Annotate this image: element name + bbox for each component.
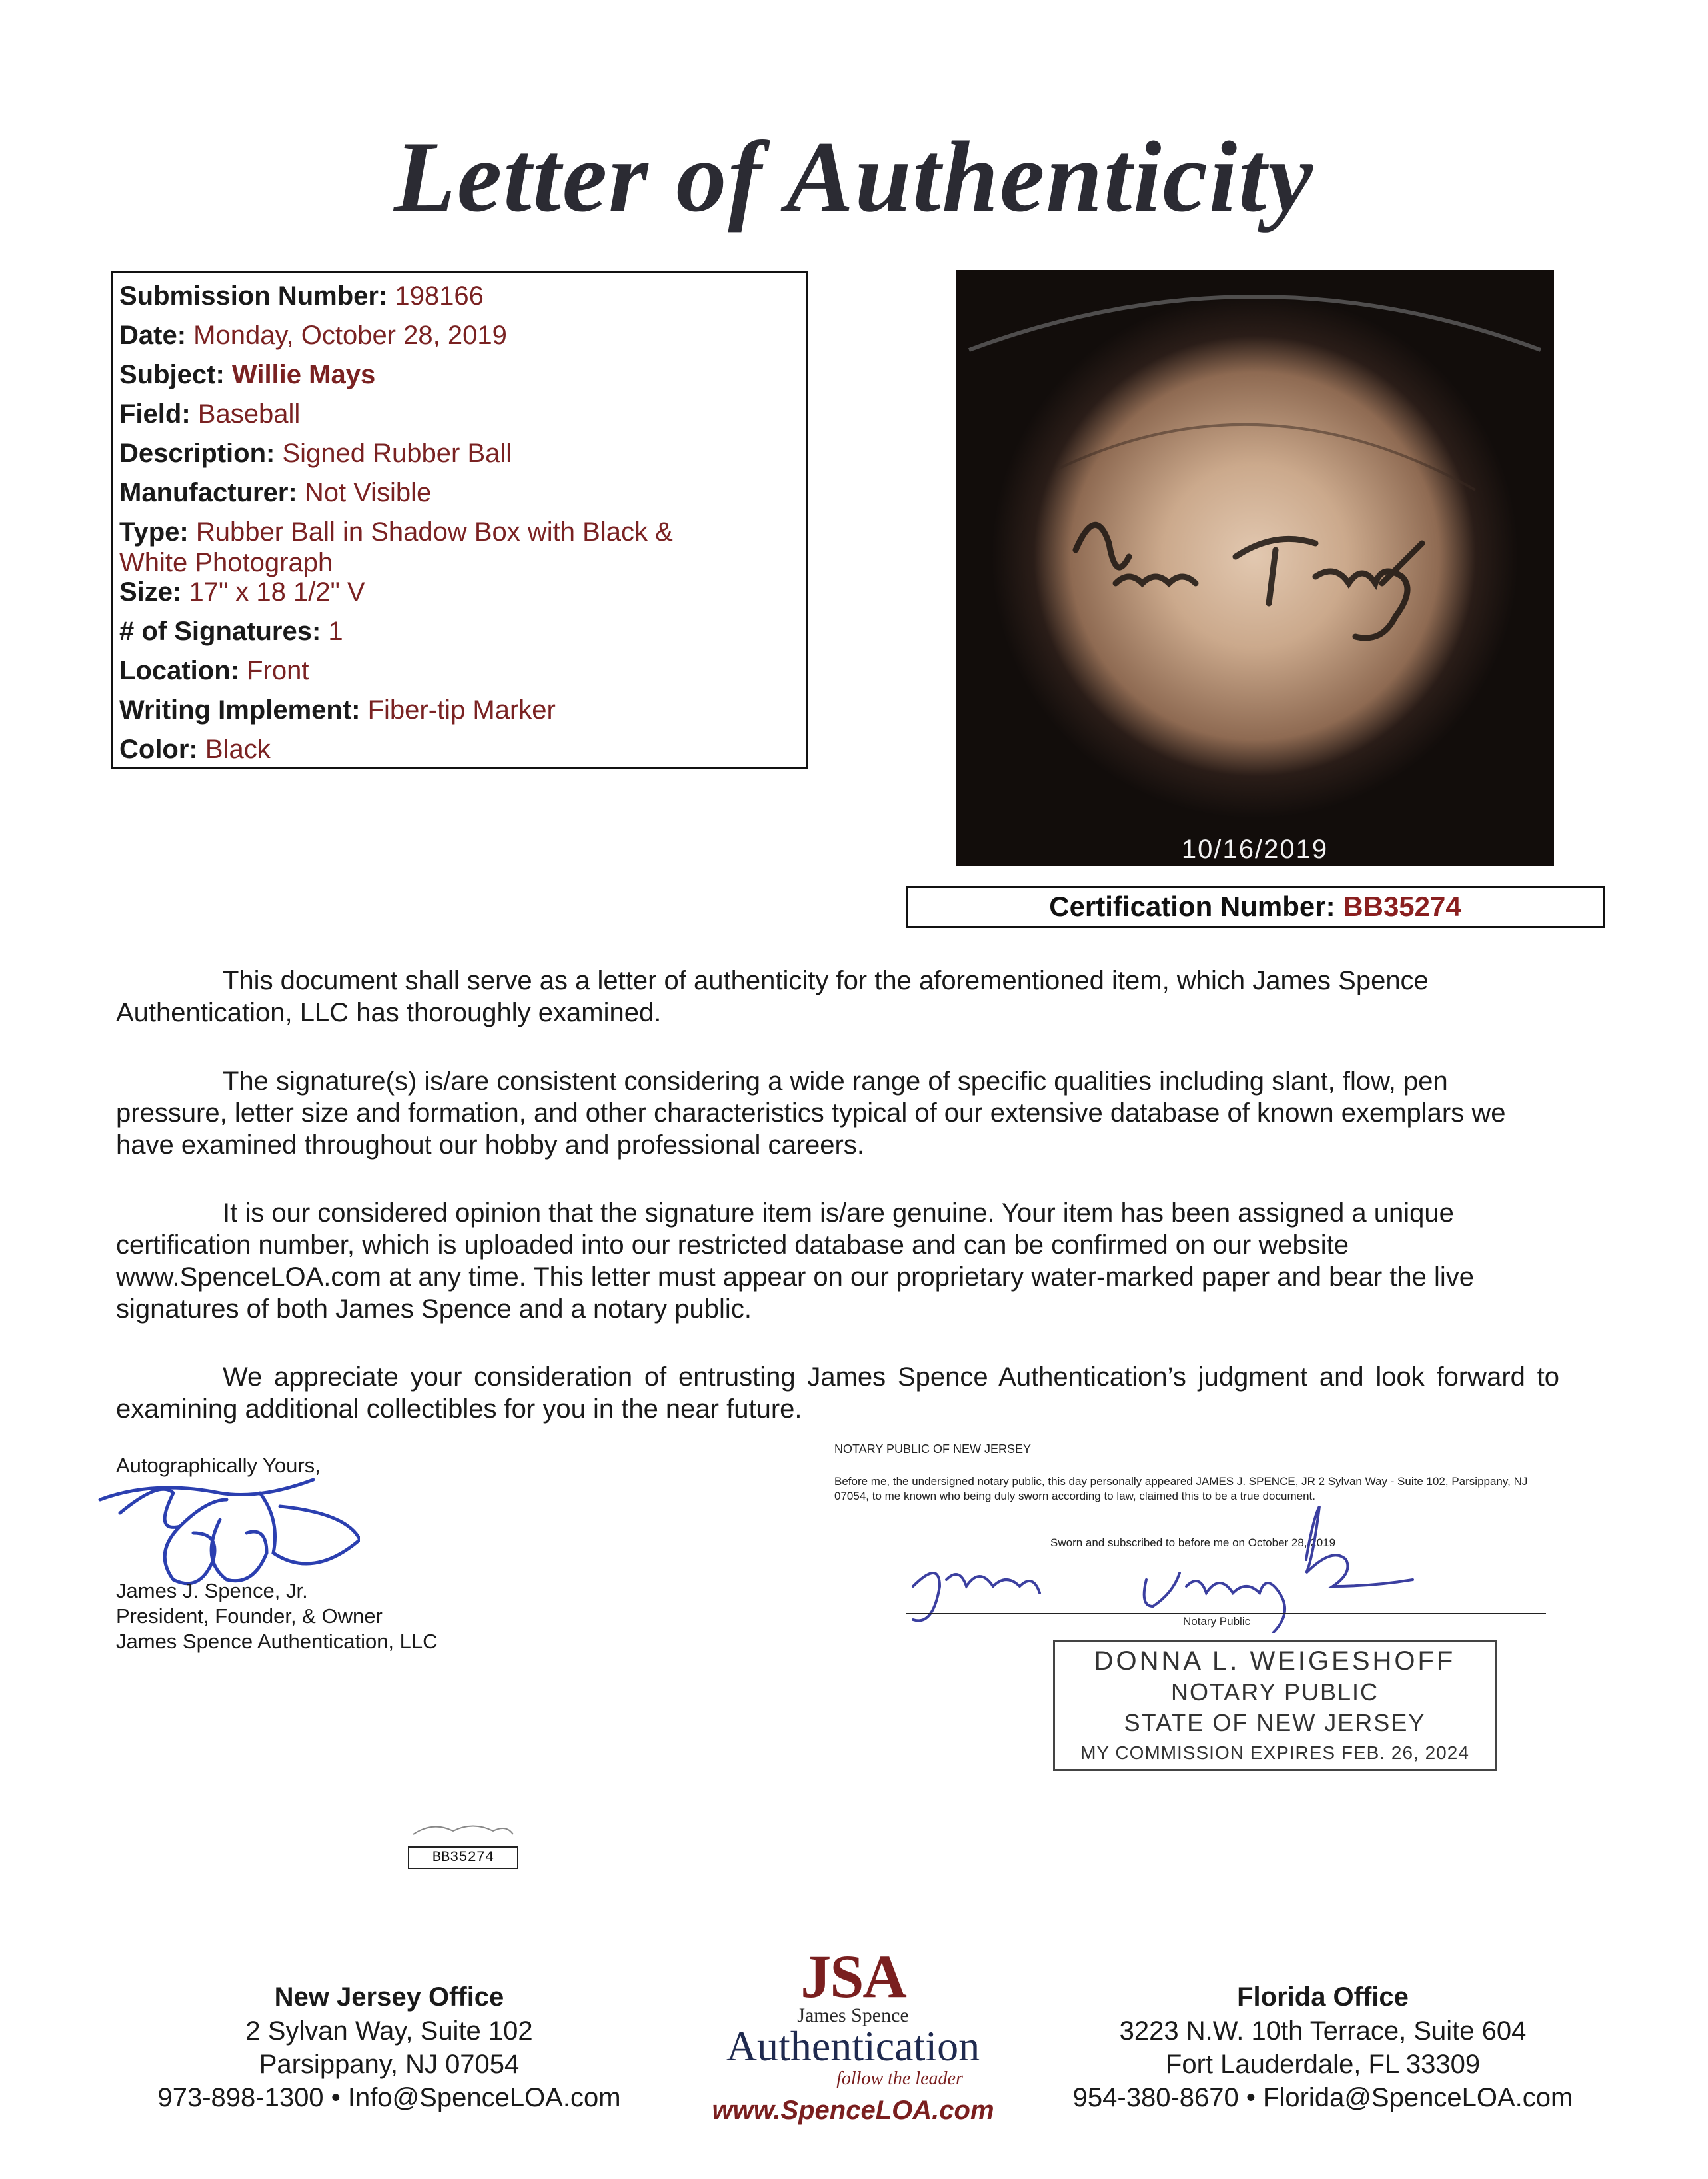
info-row-description	[119, 434, 799, 473]
logo-website: www.SpenceLOA.com	[712, 2096, 994, 2125]
info-row-field	[119, 395, 799, 434]
info-label: Submission Number:	[119, 281, 388, 311]
info-label: Manufacturer:	[119, 478, 297, 507]
signer-title: President, Founder, & Owner	[116, 1604, 383, 1628]
paragraph-opinion: It is our considered opinion that the signature item is/are genuine. Your item has been assigned a unique certification number, which is uploaded into our restricted database and can be confirmed on our website www.SpenceLOA.com at any time. This letter must appear on our proprietary water-marked paper and bear the live signatures of both James Spence and a notary public.	[116, 1198, 1475, 1324]
notary-sworn-date: Sworn and subscribed to before me on October 28, 2019	[1050, 1536, 1336, 1549]
info-label: Writing Implement:	[119, 695, 361, 725]
info-row-signatures	[119, 612, 799, 651]
certification-number-box	[906, 886, 1605, 928]
office-title: Florida Office	[1237, 1982, 1409, 2012]
info-label: Description:	[119, 439, 275, 468]
logo-tagline: follow the leader	[836, 2068, 963, 2089]
info-value: 1	[328, 617, 343, 646]
office-address-line1: 3223 N.W. 10th Terrace, Suite 604	[1119, 2016, 1527, 2046]
info-value: Black	[205, 735, 271, 764]
info-value: Willie Mays	[231, 360, 376, 389]
logo-authentication: Authentication	[726, 2022, 980, 2070]
info-label: # of Signatures:	[119, 617, 321, 646]
info-value: Baseball	[197, 399, 301, 429]
info-value: Rubber Ball in Shadow Box with Black & White Photograph	[119, 517, 673, 577]
notary-signature-line	[906, 1613, 1546, 1614]
bullet-icon: •	[331, 2083, 341, 2112]
info-label: Color:	[119, 735, 198, 764]
notary-commission: MY COMMISSION EXPIRES FEB. 26, 2024	[1080, 1742, 1469, 1763]
office-email: Info@SpenceLOA.com	[347, 2083, 621, 2112]
info-value: Fiber-tip Marker	[367, 695, 556, 725]
info-label: Type:	[119, 517, 189, 547]
signer-block	[116, 1578, 438, 1654]
info-value: Monday, October 28, 2019	[193, 321, 507, 350]
certification-number: BB35274	[1343, 891, 1461, 922]
notary-name: DONNA L. WEIGESHOFF	[1094, 1646, 1456, 1676]
info-row-location	[119, 651, 799, 691]
info-row-submission-number	[119, 277, 799, 316]
paragraph-appreciation: We appreciate your consideration of entrusting James Spence Authentication’s judgment and look forward to examining additional collectibles for you in the near future.	[116, 1362, 1559, 1424]
office-title: New Jersey Office	[274, 1982, 504, 2012]
info-value: Signed Rubber Ball	[282, 439, 512, 468]
info-row-size	[119, 573, 799, 612]
info-label: Date:	[119, 321, 187, 350]
small-signature-mark	[400, 1814, 526, 1846]
notary-heading: NOTARY PUBLIC OF NEW JERSEY	[834, 1442, 1032, 1456]
james-spence-signature	[93, 1473, 360, 1593]
info-label: Subject:	[119, 360, 225, 389]
signed-ball-image	[956, 270, 1554, 866]
info-row-color	[119, 730, 799, 769]
signer-name: James J. Spence, Jr.	[116, 1579, 308, 1602]
certification-label: Certification Number:	[1049, 891, 1335, 922]
item-photo	[956, 270, 1554, 866]
info-value: 17" x 18 1/2" V	[189, 577, 365, 607]
document-title: Letter of Authenticity	[394, 121, 1314, 233]
signer-company: James Spence Authentication, LLC	[116, 1630, 438, 1653]
office-address-line1: 2 Sylvan Way, Suite 102	[245, 2016, 533, 2046]
info-value: Front	[247, 656, 309, 685]
notary-public-label: Notary Public	[1183, 1615, 1251, 1628]
office-email: Florida@SpenceLOA.com	[1263, 2083, 1573, 2112]
info-label: Size:	[119, 577, 182, 607]
office-phone: 954-380-8670	[1072, 2083, 1239, 2112]
office-address-line2: Parsippany, NJ 07054	[259, 2050, 520, 2079]
new-jersey-office	[116, 1980, 662, 2114]
info-value: 198166	[395, 281, 484, 311]
info-row-writing-implement	[119, 691, 799, 730]
info-row-date	[119, 316, 799, 355]
submission-info-box	[111, 271, 808, 769]
notary-state: STATE OF NEW JERSEY	[1124, 1709, 1426, 1736]
paragraph-consistency: The signature(s) is/are consistent considering a wide range of specific qualities including slant, flow, pen pressure, letter size and formation, and other characteristics typical of our extensive database of known exemplars we have examined throughout our hobby and professional careers.	[116, 1067, 1506, 1160]
info-value: Not Visible	[304, 478, 432, 507]
small-cert-label: BB35274	[408, 1846, 518, 1869]
office-phone: 973-898-1300	[157, 2083, 324, 2112]
jsa-logo	[693, 1942, 1013, 2130]
closing: Autographically Yours,	[116, 1454, 321, 1477]
photo-date: 10/16/2019	[1181, 835, 1329, 864]
office-address-line2: Fort Lauderdale, FL 33309	[1165, 2050, 1481, 2079]
info-label: Field:	[119, 399, 191, 429]
info-label: Location:	[119, 656, 239, 685]
notary-stamp	[1053, 1640, 1497, 1771]
info-row-type	[119, 513, 706, 582]
info-row-manufacturer	[119, 473, 799, 513]
office-contact	[1040, 2081, 1606, 2114]
notary-statement: Before me, the undersigned notary public, this day personally appeared JAMES J. SPENCE, JR 2 Sylvan Way - Suite 102, Parsippany, NJ 07054, to me known who being duly sworn according to law, claimed this to be a true document.	[834, 1475, 1528, 1502]
paragraph-intro: This document shall serve as a letter of authenticity for the aforementioned item, which James Spence Authentication, LLC has thoroughly examined.	[116, 966, 1429, 1027]
logo-name: James Spence	[797, 2004, 909, 2026]
bullet-icon: •	[1246, 2083, 1256, 2112]
logo-jsa: JSA	[800, 1942, 906, 2010]
office-contact	[116, 2081, 662, 2114]
info-row-subject	[119, 355, 799, 395]
florida-office	[1040, 1980, 1606, 2114]
notary-title: NOTARY PUBLIC	[1170, 1678, 1379, 1706]
